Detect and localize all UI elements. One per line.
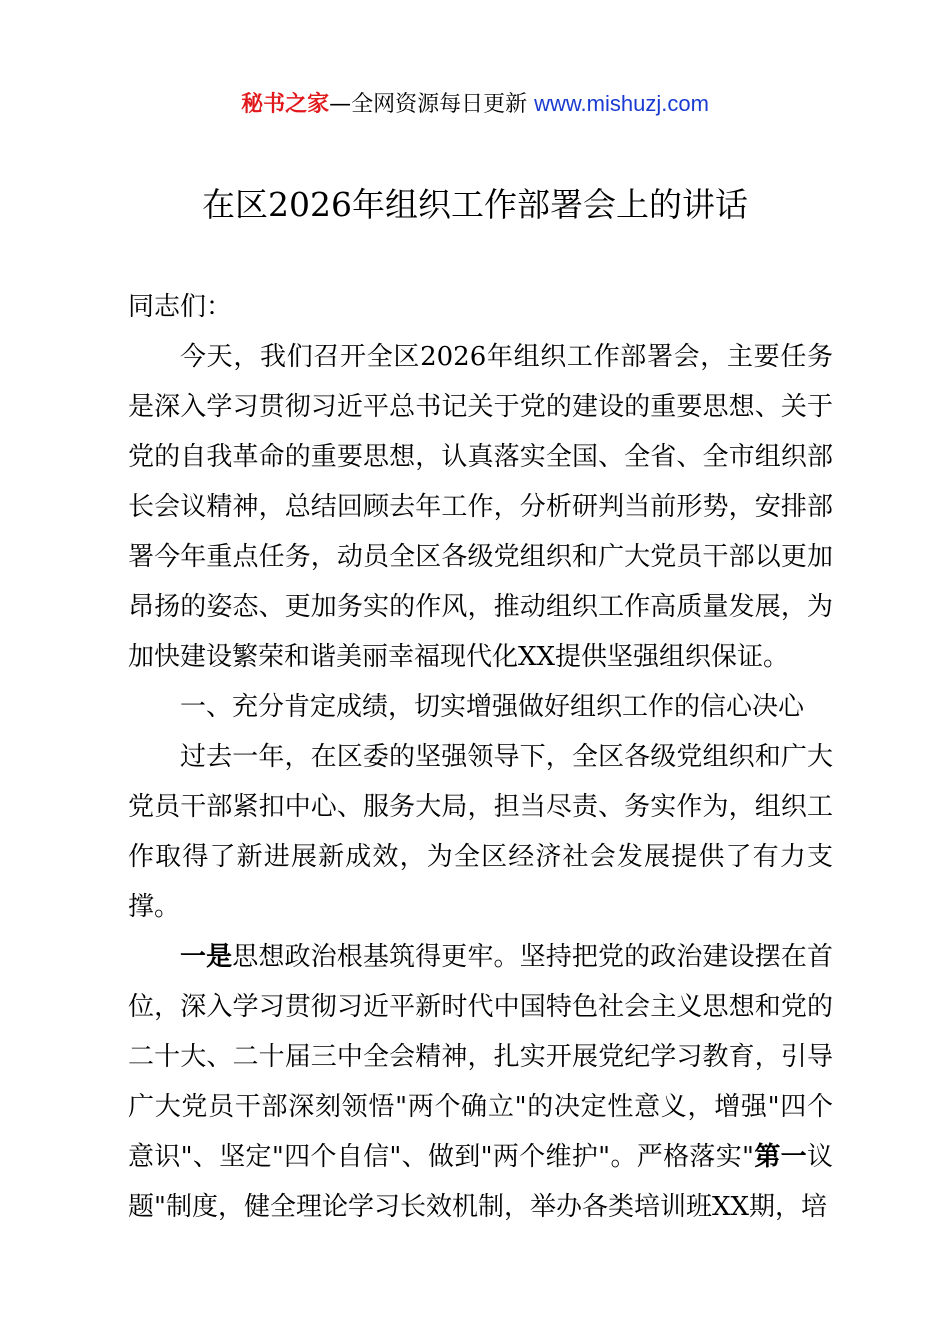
document-body <box>128 282 833 1232</box>
section-heading: 一、充分肯定成绩，切实增强做好组织工作的信心决心 <box>180 692 805 722</box>
intro-paragraph: 今天，我们召开全区2026年组织工作部署会，主要任务是深入学习贯彻习近平总书记关于党的建设的重要思想、关于党的自我革命的重要思想，认真落实全国、全省、全市组织部长会议精神，总结回顾去年工作，分析研判当前形势，安排部署今年重点任务，动员全区各级党组织和广大党员干部以更加昂扬的姿态、更加务实的作风，推动组织工作高质量发展，为加快建设繁荣和谐美丽幸福现代化XX提供坚强组织保证。 <box>128 342 833 672</box>
point-label: 一是 <box>180 942 233 972</box>
point-text-a: 思想政治根基筑得更牢。坚持把党的政治建设摆在首位，深入学习贯彻习近平新时代中国特色社会主义思想和党的二十大、二十届三中全会精神，扎实开展党纪学习教育，引导广大党员干部深刻领悟"两个确立"的决定性意义，增强"四个意识"、坚定"四个自信"、做到"两个维护"。严格落实" <box>128 942 833 1172</box>
section-intro-paragraph: 过去一年，在区委的坚强领导下，全区各级党组织和广大党员干部紧扣中心、服务大局，担当尽责、务实作为，组织工作取得了新进展新成效，为全区经济社会发展提供了有力支撑。 <box>128 742 833 922</box>
header-tagline: —全网资源每日更新 <box>329 92 535 117</box>
site-header <box>0 88 950 121</box>
point-bold-text: 第一 <box>754 1142 807 1172</box>
salutation: 同志们： <box>128 292 233 322</box>
brand-name: 秘书之家 <box>241 92 330 117</box>
document-title: 在区2026年组织工作部署会上的讲话 <box>202 185 748 224</box>
point-text-b: 议题"制度，健全理论学习长效机制，举办各类培训班XX期，培 <box>128 1142 833 1222</box>
site-url-link[interactable]: www.mishuzj.com <box>534 91 709 116</box>
point-paragraph <box>128 932 833 1232</box>
